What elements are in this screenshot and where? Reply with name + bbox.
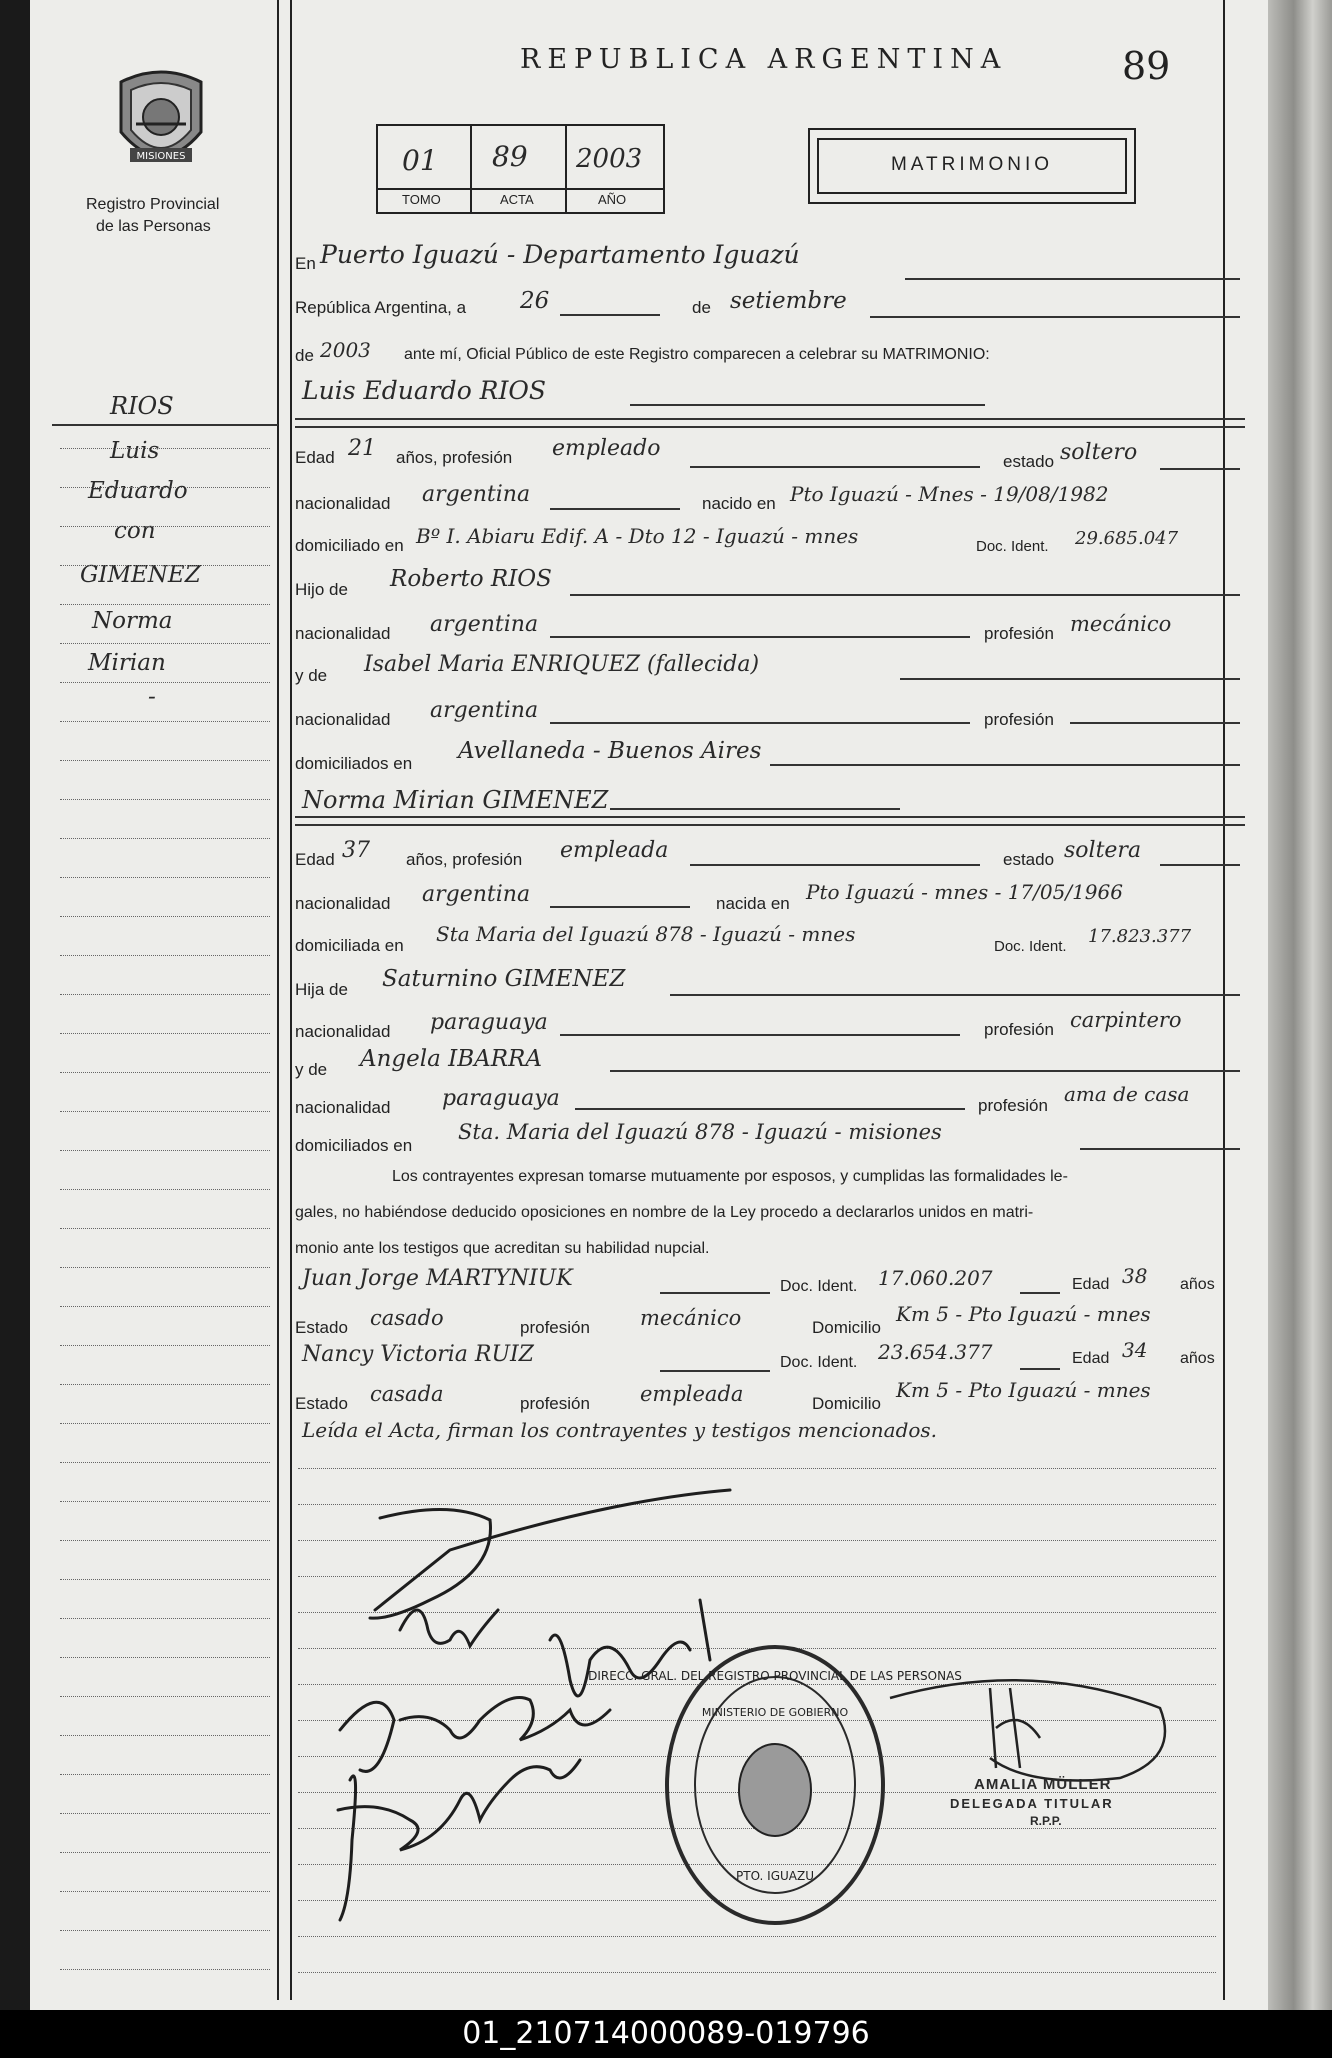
bride-nationality: argentina xyxy=(422,882,531,907)
mother-nat-label: nacionalidad xyxy=(295,1098,391,1117)
bride-address: Sta Maria del Iguazú 878 - Iguazú - mnes xyxy=(436,922,856,946)
edad-label: Edad xyxy=(295,850,335,869)
father-label: Hija de xyxy=(295,980,348,999)
groom-nationality: argentina xyxy=(422,482,531,507)
witness2-estado: casada xyxy=(370,1382,444,1406)
bride-father: Saturnino GIMENEZ xyxy=(382,966,626,992)
margin-note: con xyxy=(114,518,156,544)
bride-father-profession: carpintero xyxy=(1070,1008,1182,1032)
father-nat-label: nacionalidad xyxy=(295,624,391,643)
margin-surname: RIOS xyxy=(110,392,174,420)
witness-doc-label: Doc. Ident. xyxy=(780,1354,858,1371)
bride-profession: empleada xyxy=(560,838,669,863)
groom-father: Roberto RIOS xyxy=(390,566,552,592)
bride-mother-profession: ama de casa xyxy=(1064,1082,1190,1106)
emblem-text: MISIONES xyxy=(136,151,186,162)
witness-anios-label: años xyxy=(1180,1276,1215,1293)
bride-father-nationality: paraguaya xyxy=(430,1010,548,1035)
record-box xyxy=(376,124,665,214)
witness-edad-label: Edad xyxy=(1072,1350,1110,1367)
bride-doc: 17.823.377 xyxy=(1088,926,1192,947)
witness1-age: 38 xyxy=(1122,1264,1148,1288)
witness-estado-label: Estado xyxy=(295,1394,348,1413)
tomo-value: 01 xyxy=(402,144,438,177)
anio-label: AÑO xyxy=(598,192,627,207)
bride-mother: Angela IBARRA xyxy=(360,1046,542,1072)
witness-anios-label: años xyxy=(1180,1350,1215,1367)
estado-label: estado xyxy=(1003,850,1055,869)
year-value: 2003 xyxy=(320,338,371,362)
seal-ring-text: DIRECC. GRAL. DEL REGISTRO PROVINCIAL DE LAS PERSONAS xyxy=(588,1669,962,1683)
witness-domicilio-label: Domicilio xyxy=(812,1318,881,1337)
day-value: 26 xyxy=(520,288,550,314)
registry-name-line1: Registro Provincial xyxy=(86,196,220,213)
acta-value: 89 xyxy=(492,140,528,173)
anios-profesion-label: años, profesión xyxy=(396,448,513,467)
father-prof-label: profesión xyxy=(984,1020,1054,1039)
record-type: MATRIMONIO xyxy=(890,154,1054,175)
document-page xyxy=(30,0,1268,2010)
bride-estado: soltera xyxy=(1064,838,1142,863)
file-id-footer: 01_210714000089-019796 xyxy=(0,2010,1332,2058)
estado-label: estado xyxy=(1003,452,1055,471)
bride-mother-nationality: paraguaya xyxy=(442,1086,560,1111)
seal-bottom-text: PTO. IGUAZU xyxy=(736,1869,814,1883)
margin-note: GIMENEZ xyxy=(80,562,201,588)
witness1-domicilio: Km 5 - Pto Iguazú - mnes xyxy=(896,1302,1151,1326)
official-abbr: R.P.P. xyxy=(1030,1814,1062,1828)
witness-estado-label: Estado xyxy=(295,1318,348,1337)
groom-profession: empleado xyxy=(552,436,661,461)
groom-mother-nationality: argentina xyxy=(430,698,539,723)
legal-text-line1: Los contrayentes expresan tomarse mutuamente por esposos, y cumplidas las formalidades le- xyxy=(392,1168,1068,1185)
left-column-border xyxy=(277,0,279,2000)
groom-full-name: Luis Eduardo RIOS xyxy=(302,376,547,405)
tomo-label: TOMO xyxy=(402,192,441,207)
official-name: AMALIA MÜLLER xyxy=(974,1776,1112,1793)
margin-note: Eduardo xyxy=(88,478,188,504)
witness2-age: 34 xyxy=(1122,1338,1148,1362)
groom-doc: 29.685.047 xyxy=(1075,528,1179,549)
witness2-doc: 23.654.377 xyxy=(878,1340,993,1364)
groom-address: Bº I. Abiaru Edif. A - Dto 12 - Iguazú - mnes xyxy=(416,524,859,548)
margin-note: Mirian xyxy=(88,650,166,676)
nacionalidad-label: nacionalidad xyxy=(295,494,391,513)
doc-label: Doc. Ident. xyxy=(994,938,1067,955)
bride-birth: Pto Iguazú - mnes - 17/05/1966 xyxy=(806,880,1123,904)
acta-label: ACTA xyxy=(500,192,534,207)
father-label: Hijo de xyxy=(295,580,348,599)
registry-seal-icon xyxy=(588,1640,962,1930)
domiciliada-label: domiciliada en xyxy=(295,936,404,955)
book-edge xyxy=(1268,0,1332,2010)
republica-label: República Argentina, a xyxy=(295,298,467,317)
groom-father-profession: mecánico xyxy=(1070,612,1172,636)
inner-column-border xyxy=(290,0,292,2000)
legal-text-line3: monio ante los testigos que acreditan su habilidad nupcial. xyxy=(295,1240,710,1257)
witness2-profession: empleada xyxy=(640,1382,744,1406)
margin-note: Norma xyxy=(92,608,173,634)
groom-father-nationality: argentina xyxy=(430,612,539,637)
de-label: de xyxy=(692,298,711,317)
nacido-label: nacido en xyxy=(702,494,776,513)
margin-note: - xyxy=(148,684,156,710)
doc-label: Doc. Ident. xyxy=(976,538,1049,555)
witness-edad-label: Edad xyxy=(1072,1276,1110,1293)
anios-profesion-label: años, profesión xyxy=(406,850,523,869)
witness-doc-label: Doc. Ident. xyxy=(780,1278,858,1295)
intro-statement: ante mí, Oficial Público de este Registro comparecen a celebrar su MATRIMONIO: xyxy=(404,346,990,363)
page-number: 89 xyxy=(1122,44,1171,88)
nacionalidad-label: nacionalidad xyxy=(295,894,391,913)
groom-parents-address: Avellaneda - Buenos Aires xyxy=(458,738,762,764)
seal-inner-text: MINISTERIO DE GOBIERNO xyxy=(701,1706,849,1719)
mother-label: y de xyxy=(295,666,328,685)
groom-estado: soltero xyxy=(1060,440,1138,465)
record-type-box xyxy=(808,128,1136,204)
mother-label: y de xyxy=(295,1060,328,1079)
legal-text-line2: gales, no habiéndose deducido oposiciones en nombre de la Ley procedo a declararlos unidos en matri- xyxy=(295,1204,1034,1221)
bride-age: 37 xyxy=(342,838,370,863)
witness1-profession: mecánico xyxy=(640,1306,742,1330)
place-value: Puerto Iguazú - Departamento Iguazú xyxy=(320,240,800,269)
bride-full-name: Norma Mirian GIMENEZ xyxy=(302,786,609,814)
de-year-label: de xyxy=(295,346,314,365)
bride-parents-address: Sta. Maria del Iguazú 878 - Iguazú - misiones xyxy=(458,1120,942,1144)
month-value: setiembre xyxy=(730,288,847,314)
groom-age: 21 xyxy=(348,436,376,461)
misiones-emblem-icon xyxy=(106,62,216,182)
groom-birth: Pto Iguazú - Mnes - 19/08/1982 xyxy=(790,482,1109,506)
groom-mother: Isabel Maria ENRIQUEZ (fallecida) xyxy=(364,652,760,677)
anio-value: 2003 xyxy=(576,144,643,174)
edad-label: Edad xyxy=(295,448,335,467)
father-prof-label: profesión xyxy=(984,624,1054,643)
closing-note: Leída el Acta, firman los contrayentes y testigos mencionados. xyxy=(302,1418,938,1442)
witness1-doc: 17.060.207 xyxy=(878,1266,993,1290)
country-title: REPUBLICA ARGENTINA xyxy=(520,44,1008,75)
right-border xyxy=(1223,0,1225,2000)
parents-addr-label: domiciliados en xyxy=(295,754,413,773)
registry-name-line2: de las Personas xyxy=(96,218,211,235)
witness2-name: Nancy Victoria RUIZ xyxy=(302,1342,534,1367)
witness1-estado: casado xyxy=(370,1306,444,1330)
witness-profesion-label: profesión xyxy=(520,1394,590,1413)
en-label: En xyxy=(295,254,316,273)
parents-addr-label: domiciliados en xyxy=(295,1136,413,1155)
mother-nat-label: nacionalidad xyxy=(295,710,391,729)
witness2-domicilio: Km 5 - Pto Iguazú - mnes xyxy=(896,1378,1151,1402)
witness1-name: Juan Jorge MARTYNIUK xyxy=(302,1266,573,1291)
witness-profesion-label: profesión xyxy=(520,1318,590,1337)
margin-note: Luis xyxy=(110,438,160,464)
mother-prof-label: profesión xyxy=(978,1096,1048,1115)
mother-prof-label: profesión xyxy=(984,710,1054,729)
nacida-label: nacida en xyxy=(716,894,790,913)
witness-domicilio-label: Domicilio xyxy=(812,1394,881,1413)
father-nat-label: nacionalidad xyxy=(295,1022,391,1041)
official-title: DELEGADA TITULAR xyxy=(950,1796,1114,1811)
domiciliado-label: domiciliado en xyxy=(295,536,404,555)
